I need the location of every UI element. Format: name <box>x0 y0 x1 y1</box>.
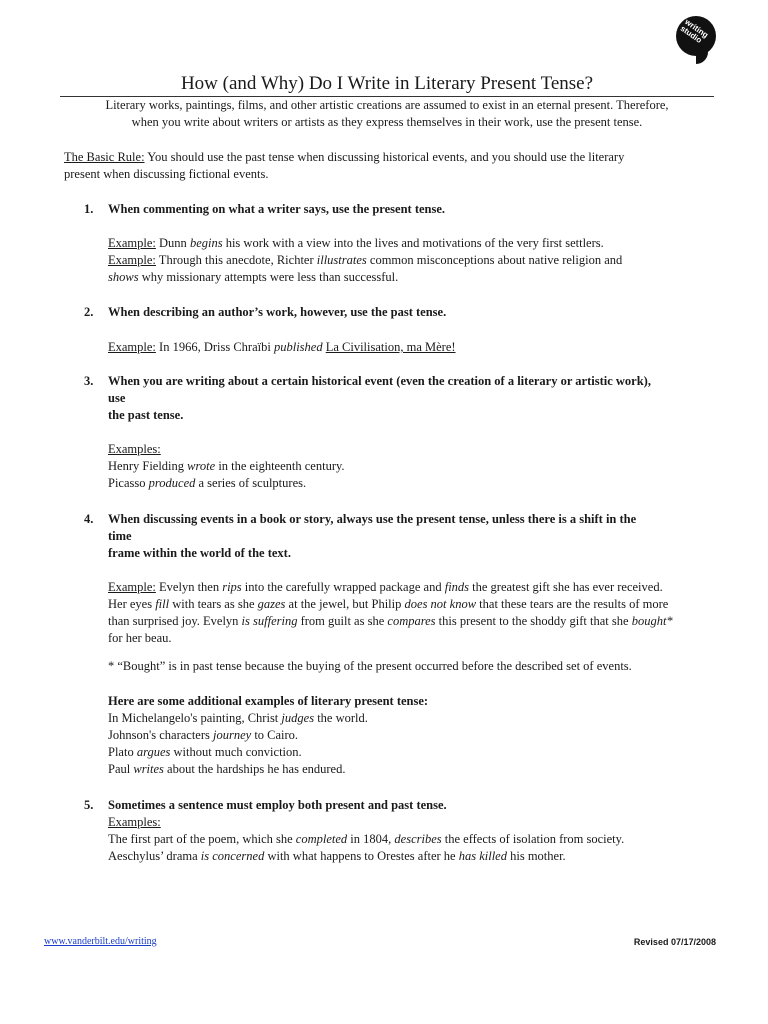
bought-footnote: * “Bought” is in past tense because the buying of the present occurred before the described set of events. <box>108 659 632 673</box>
additional-examples-list <box>108 710 718 778</box>
revised-date: Revised 07/17/2008 <box>633 937 716 947</box>
list-item: Johnson's characters journey to Cairo. <box>108 728 299 742</box>
section-5-examples: Examples: The first part of the poem, which she completed in 1804, describes the effects of isolation from society. Aeschylus’ drama is concerned with what happens to Orestes after he has killed his mother. <box>108 815 625 863</box>
intro-line-1: Literary works, paintings, films, and other artistic creations are assumed to exist in an eternal present. Therefore, <box>105 98 669 112</box>
section-3-heading: When you are writing about a certain historical event (even the creation of a literary or artistic work), use the past tense. <box>108 374 651 422</box>
basic-rule-text: You should use the past tense when discussing historical events, and you should use the literary <box>144 150 625 164</box>
additional-examples-heading: Here are some additional examples of literary present tense: <box>108 694 429 708</box>
logo-text: writing studio <box>678 17 710 45</box>
section-4-heading: When discussing events in a book or story, always use the present tense, unless there is a shift in the time frame within the world of the text. <box>108 512 637 560</box>
intro-line-2: when you write about writers or artists as they express themselves in their work, use the present tense. <box>131 115 643 129</box>
example-label: Example: <box>108 236 156 250</box>
footer-link-container <box>44 936 157 948</box>
section-1-heading: When commenting on what a writer says, use the present tense. <box>108 202 446 216</box>
section-4-example: Example: Evelyn then rips into the carefully wrapped package and finds the greatest gift she has ever received. Her eyes fill with tears as she gazes at the jewel, but Philip does not know that these tears are the results of more than surprised joy. Evelyn is suffering from guilt as she compares this present to the shoddy gift that she bought* for her beau. <box>108 580 673 645</box>
section-3-examples: Examples: Henry Fielding wrote in the eighteenth century. Picasso produced a series of sculptures. <box>108 442 345 490</box>
vanderbilt-writing-link[interactable]: www.vanderbilt.edu/writing <box>44 936 157 947</box>
logo-tail-icon <box>696 48 708 64</box>
example-label: Example: <box>108 580 156 594</box>
basic-rule-label: The Basic Rule: <box>64 150 145 164</box>
book-title: La Civilisation, ma Mère! <box>325 340 456 354</box>
section-4-number: 4. <box>84 512 94 526</box>
intro-paragraph <box>60 97 714 131</box>
examples-label: Examples: <box>108 442 161 456</box>
section-2-heading: When describing an author’s work, however, use the past tense. <box>108 305 447 319</box>
list-item: Plato argues without much conviction. <box>108 745 302 759</box>
example-label: Example: <box>108 253 156 267</box>
list-item: In Michelangelo's painting, Christ judges the world. <box>108 711 368 725</box>
section-5-heading: Sometimes a sentence must employ both present and past tense. <box>108 798 447 812</box>
section-2-number: 2. <box>84 305 94 319</box>
basic-rule-text-cont: present when discussing fictional events. <box>64 167 269 181</box>
basic-rule-paragraph <box>64 149 714 183</box>
section-3-number: 3. <box>84 374 94 388</box>
examples-label: Examples: <box>108 815 161 829</box>
section-1-number: 1. <box>84 202 94 216</box>
example-label: Example: <box>108 340 156 354</box>
section-5-number: 5. <box>84 798 94 812</box>
page-title: How (and Why) Do I Write in Literary Present Tense? <box>180 73 594 94</box>
section-1-examples: Example: Dunn begins his work with a view into the lives and motivations of the very first settlers. Example: Through this anecdote, Richter illustrates common misconceptions about native religion and shows why missionary attempts were less than successful. <box>108 236 623 284</box>
section-2-example: Example: In 1966, Driss Chraïbi published La Civilisation, ma Mère! <box>108 340 456 354</box>
list-item: Paul writes about the hardships he has endured. <box>108 762 346 776</box>
